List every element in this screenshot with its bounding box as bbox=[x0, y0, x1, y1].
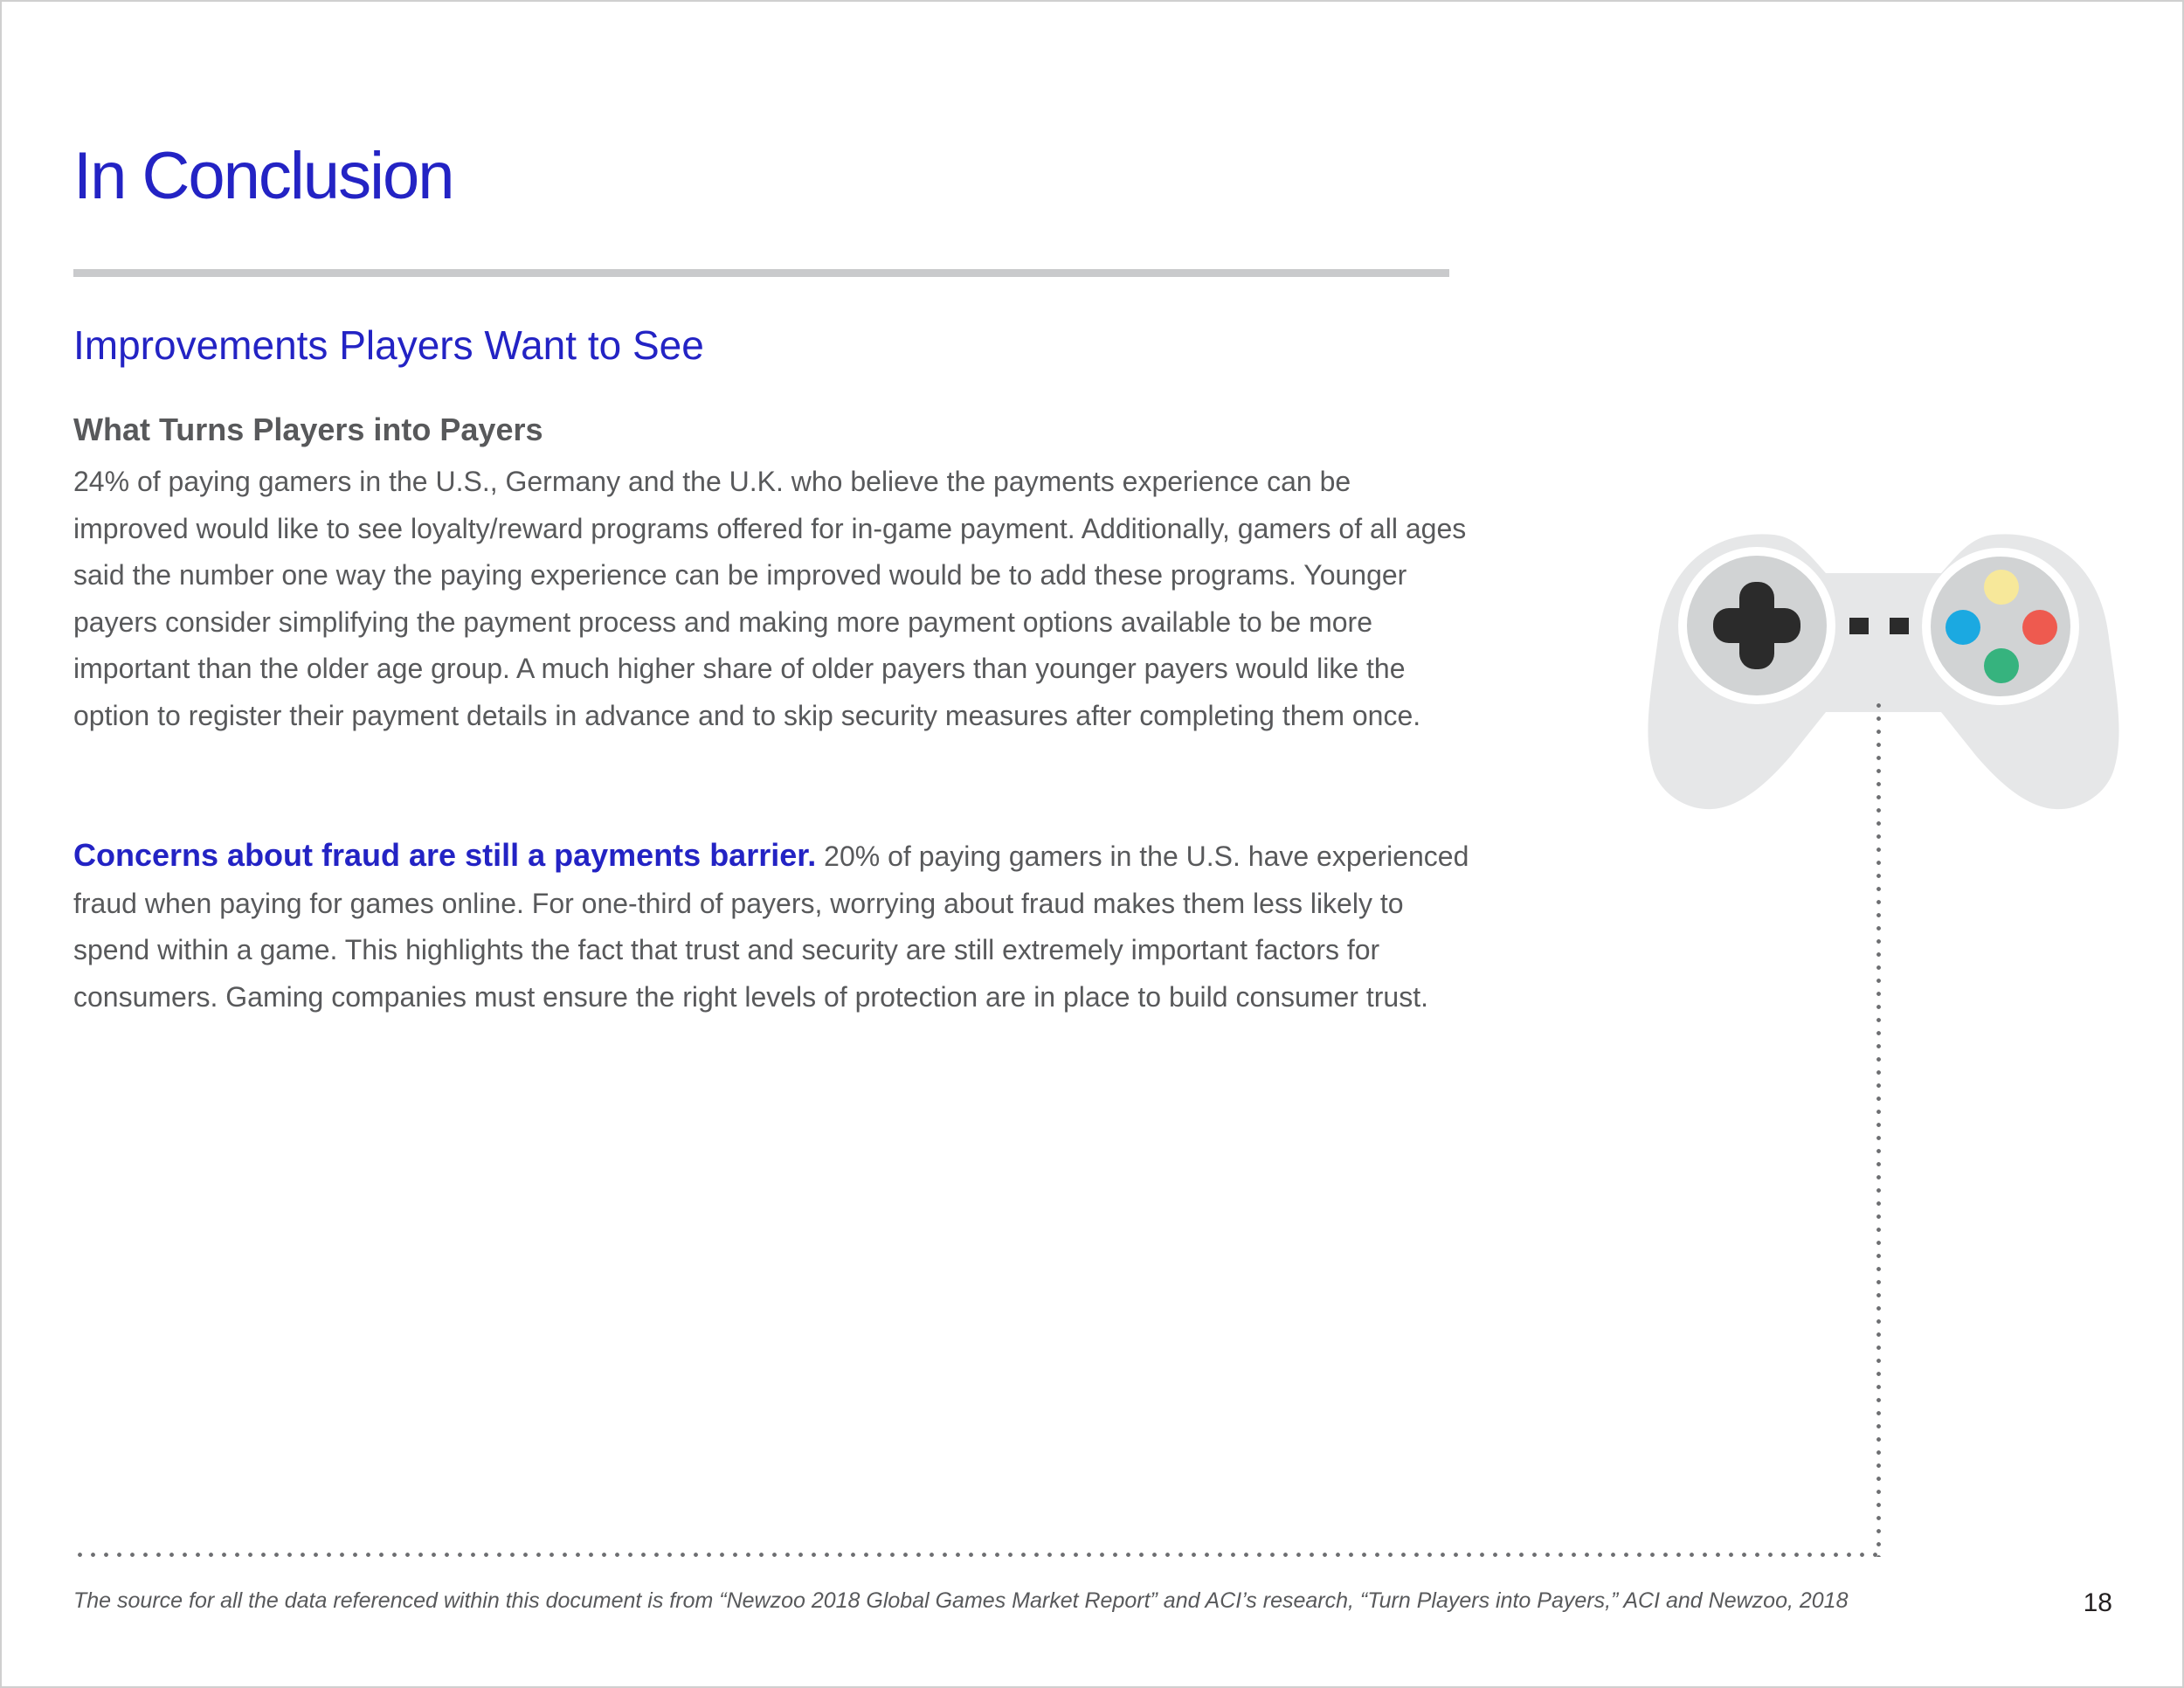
source-footnote: The source for all the data referenced within this document is from “Newzoo 2018 Global Games Market Report” and ACI’s research, “Turn Players into Payers,” ACI and Newzoo, 2018 bbox=[73, 1588, 1849, 1613]
paragraph-fraud bbox=[73, 832, 1471, 1020]
section-heading: Improvements Players Want to See bbox=[73, 322, 704, 368]
fraud-body-text: 20% of paying gamers in the U.S. have experienced fraud when paying for games online. For one-third of payers, worrying about fraud makes them less likely to spend within a game. This highlights the fact that trust and security are still extremely important factors for consumers. Gaming companies must ensure the right levels of protection are in place to build consumer trust. bbox=[73, 841, 1469, 1013]
dotted-connector-vertical bbox=[1876, 699, 1881, 1557]
game-controller-icon bbox=[1642, 524, 2125, 821]
dotted-connector-horizontal bbox=[73, 1553, 1881, 1557]
red-button bbox=[2022, 610, 2057, 645]
fraud-lead-text: Concerns about fraud are still a payments barrier. bbox=[73, 837, 817, 873]
sub-heading: What Turns Players into Payers bbox=[73, 412, 543, 447]
page-title: In Conclusion bbox=[73, 139, 453, 213]
select-button bbox=[1849, 618, 1869, 634]
paragraph-loyalty: 24% of paying gamers in the U.S., Germany and the U.K. who believe the payments experience can be improved would like to see loyalty/reward programs offered for in-game payment. Additionally, gamers of all ages said the number one way the paying experience can be improved would be to add these programs. Younger payers consider simplifying the payment process and making more payment options available to be more important than the older age group. A much higher share of older payers than younger payers would like the option to register their payment details in advance and to skip security measures after completing them once. bbox=[73, 466, 1467, 731]
title-divider bbox=[73, 269, 1449, 277]
green-button bbox=[1984, 648, 2019, 683]
yellow-button bbox=[1984, 570, 2019, 605]
blue-button bbox=[1946, 610, 1980, 645]
page-number: 18 bbox=[2083, 1588, 2112, 1617]
start-button bbox=[1890, 618, 1909, 634]
